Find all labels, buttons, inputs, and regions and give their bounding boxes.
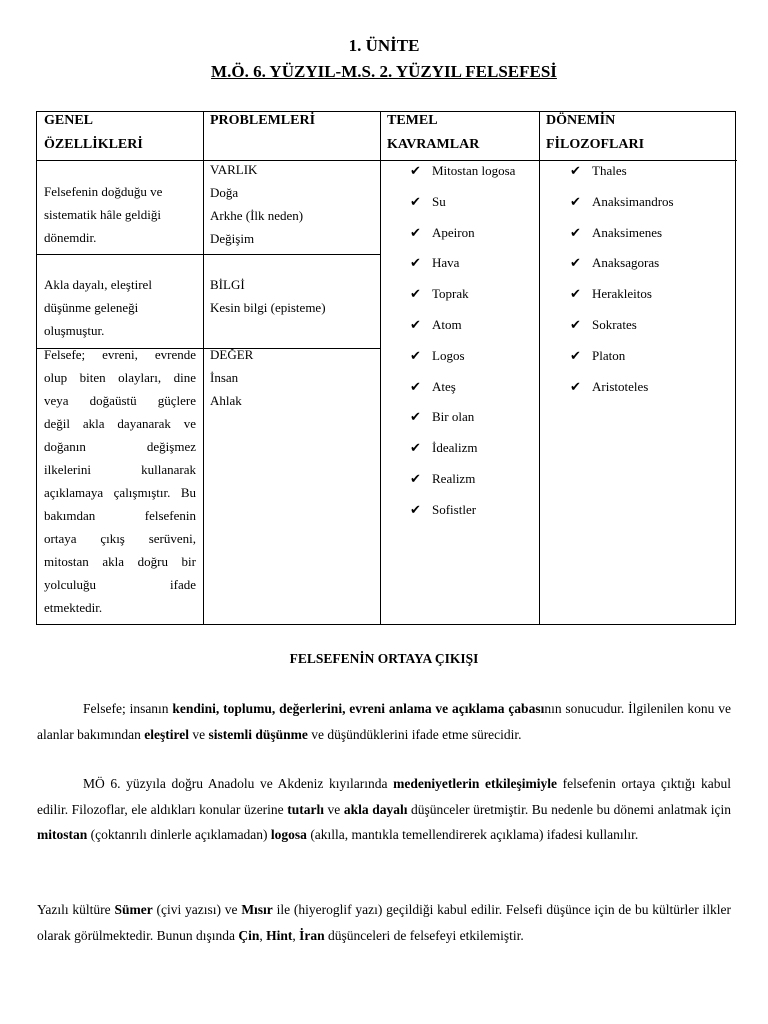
check-icon: ✔ xyxy=(570,379,581,395)
list-item: ✔ Logos xyxy=(410,347,465,364)
unit-title: 1. ÜNİTE xyxy=(348,36,420,55)
check-icon: ✔ xyxy=(570,287,581,303)
feature-cell: Felsefenin doğduğu ve sistematik hâle geldiği dönemdir. xyxy=(44,184,163,245)
list-item: ✔ Mitostan logosa xyxy=(410,163,516,179)
check-icon: ✔ xyxy=(410,194,421,210)
feature-cell: Felsefe; evreni, evrende olup biten olayları, dine veya doğaüstü güçlere değil akla dayanarak ve doğanın değişmez ilkelerini kullanarak açıklamaya çalışmıştır. Bu bakımdan felsefenin ortaya çıkış serüveni, mitostan akla doğru bir yolculuğu ifade etmektedir. xyxy=(44,347,196,615)
check-icon: ✔ xyxy=(570,256,581,272)
check-icon: ✔ xyxy=(410,502,421,518)
check-icon: ✔ xyxy=(410,379,421,395)
table-divider xyxy=(539,112,540,624)
list-item: ✔ İdealizm xyxy=(410,440,478,457)
list-item: ✔ Toprak xyxy=(410,286,469,303)
check-icon: ✔ xyxy=(570,348,581,364)
list-item: ✔ Bir olan xyxy=(410,409,475,426)
check-icon: ✔ xyxy=(570,317,581,333)
list-item: ✔ Su xyxy=(410,193,446,210)
overview-table xyxy=(36,111,736,625)
list-item: ✔ Sofistler xyxy=(410,501,477,518)
header-general-features: GENEL ÖZELLİKLERİ xyxy=(44,113,143,152)
table-divider xyxy=(203,112,204,624)
paragraph-2: MÖ 6. yüzyıla doğru Anadolu ve Akdeniz kıyılarında medeniyetlerin etkileşimiyle felsefenin ortaya çıktığı kabul edilir. Filozoflar, ele aldıkları konular üzerine tutarlı ve akla dayalı düşünceler üretmiştir. Bu nedenle bu dönemi anlatmak için mitostan (çoktanrılı dinlerle açıklamadan) logosa (akılla, mantıkla temellendirerek açıklama) ifadesi kullanılır. xyxy=(37,776,732,842)
list-item: ✔ Ateş xyxy=(410,378,456,395)
list-item: ✔ Anaksagoras xyxy=(570,255,660,272)
check-icon: ✔ xyxy=(570,194,581,210)
paragraph-3: Yazılı kültüre Sümer (çivi yazısı) ve Mısır ile (hiyeroglif yazı) geçildiği kabul edilir. Felsefi düşünce için de bu kültürler ilkler olarak görülmektedir. Bunun dışında Çin, Hint, İran düşünceleri de felsefeyi etkilemiştir. xyxy=(37,902,732,943)
check-icon: ✔ xyxy=(410,441,421,457)
list-item: ✔ Sokrates xyxy=(570,316,637,333)
list-item: ✔ Herakleitos xyxy=(570,286,652,303)
check-icon: ✔ xyxy=(410,348,421,364)
check-icon: ✔ xyxy=(570,225,581,241)
paragraph-1: Felsefe; insanın kendini, toplumu, değerlerini, evreni anlama ve açıklama çabasının sonucudur. İlgilenilen konu ve alanlar bakımından eleştirel ve sistemli düşünme ve düşündüklerini ifade etme sürecidir. xyxy=(37,701,731,742)
list-item: ✔ Thales xyxy=(570,163,627,179)
check-icon: ✔ xyxy=(410,410,421,426)
table-row-divider xyxy=(37,254,380,255)
problem-cell: VARLIK Doğa Arkhe (İlk neden) Değişim xyxy=(210,162,304,246)
check-icon: ✔ xyxy=(410,287,421,303)
list-item: ✔ Hava xyxy=(410,255,460,272)
problem-cell: DEĞER İnsan Ahlak xyxy=(210,347,254,408)
list-item: ✔ Atom xyxy=(410,316,462,333)
list-item: ✔ Anaksimandros xyxy=(570,193,674,210)
list-item: ✔ Apeiron xyxy=(410,224,475,241)
header-problems: PROBLEMLERİ xyxy=(210,113,316,128)
header-philosophers: DÖNEMİN FİLOZOFLARI xyxy=(546,113,645,152)
header-basic-concepts: TEMEL KAVRAMLAR xyxy=(387,113,480,152)
table-divider xyxy=(380,112,381,624)
check-icon: ✔ xyxy=(410,225,421,241)
check-icon: ✔ xyxy=(410,317,421,333)
list-item: ✔ Realizm xyxy=(410,470,476,487)
list-item: ✔ Platon xyxy=(570,347,626,364)
concepts-list xyxy=(410,162,515,532)
check-icon: ✔ xyxy=(410,471,421,487)
check-icon: ✔ xyxy=(570,164,581,179)
table-header-divider xyxy=(37,160,737,161)
problem-cell: BİLGİ Kesin bilgi (episteme) xyxy=(210,277,326,315)
list-item: ✔ Aristoteles xyxy=(570,378,649,395)
check-icon: ✔ xyxy=(410,256,421,272)
list-item: ✔ Anaksimenes xyxy=(570,224,663,241)
feature-cell: Akla dayalı, eleştirel düşünme geleneği oluşmuştur. xyxy=(44,277,152,338)
philosophers-list xyxy=(570,162,674,408)
section-title: FELSEFENİN ORTAYA ÇIKIŞI xyxy=(289,651,479,666)
check-icon: ✔ xyxy=(410,164,421,179)
document-title: M.Ö. 6. YÜZYIL-M.S. 2. YÜZYIL FELSEFESİ xyxy=(211,62,557,81)
